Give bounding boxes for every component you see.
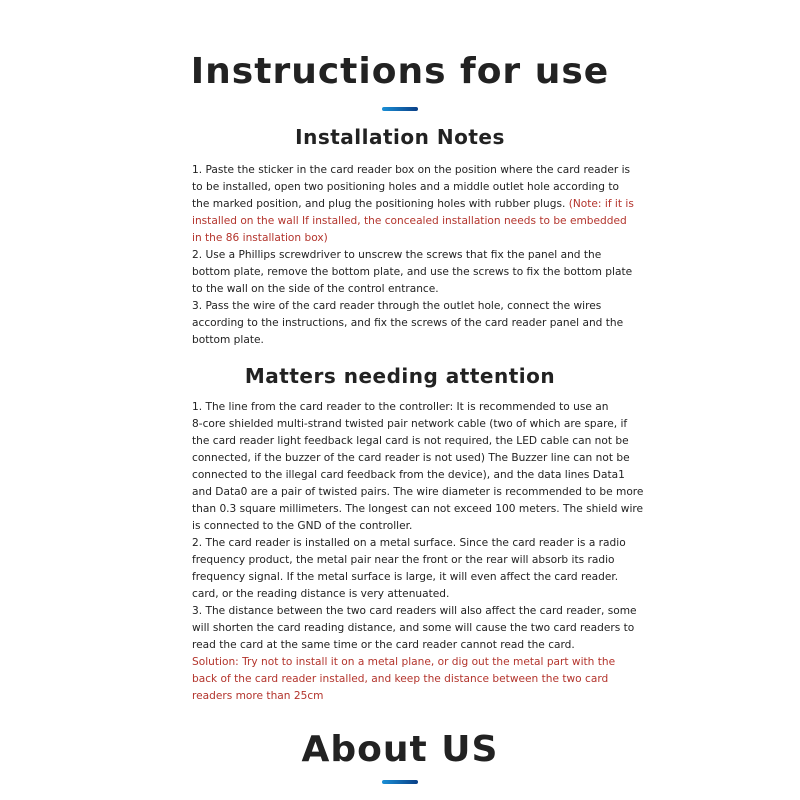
text-line-content: installed on the wall If installed, the concealed installation needs to be embedded <box>192 215 627 227</box>
text-line-content: connected to the illegal card feedback from the device), and the data lines Data1 <box>192 469 625 481</box>
text-line-content: the card reader light feedback legal card is not required, the LED cable can not be <box>192 435 629 447</box>
installation-notes-body <box>192 162 634 349</box>
text-line-content: in the 86 installation box) <box>192 232 328 244</box>
text-line <box>192 603 637 620</box>
text-line <box>192 213 627 230</box>
text-line-content: connected, if the buzzer of the card reader is not used) The Buzzer line can not be <box>192 452 630 464</box>
text-line-content: 3. Pass the wire of the card reader through the outlet hole, connect the wires <box>192 300 602 312</box>
title-divider <box>382 107 418 111</box>
text-line <box>192 433 629 450</box>
text-line-content: Solution: Try not to install it on a metal plane, or dig out the metal part with the <box>192 656 616 668</box>
text-line-content: bottom plate, remove the bottom plate, and use the screws to fix the bottom plate <box>192 266 633 278</box>
text-line-content: the marked position, and plug the positioning holes with rubber plugs. <box>192 198 566 210</box>
text-line <box>192 162 631 179</box>
text-line <box>192 620 635 637</box>
text-line-content: 8-core shielded multi-strand twisted pair network cable (two of which are spare, if <box>192 418 628 430</box>
text-line <box>192 281 622 298</box>
text-line <box>192 569 622 586</box>
text-line-content: according to the instructions, and fix the screws of the card reader panel and the <box>192 317 624 329</box>
text-line <box>192 552 622 569</box>
about-us-heading: About US <box>301 729 499 770</box>
text-line <box>192 654 622 671</box>
text-line <box>192 196 634 213</box>
text-line-content: and Data0 are a pair of twisted pairs. The wire diameter is recommended to be more <box>192 486 644 498</box>
matters-needing-attention-heading: Matters needing attention <box>244 364 556 388</box>
text-line-content: read the card at the same time or the card reader cannot read the card. <box>192 639 575 651</box>
text-line <box>192 230 622 247</box>
text-line <box>192 637 622 654</box>
note-text: (Note: if it is <box>565 198 634 210</box>
text-line <box>192 298 622 315</box>
text-line <box>192 399 622 416</box>
text-line-content: is connected to the GND of the controller. <box>192 520 413 532</box>
text-line <box>192 179 622 196</box>
text-line-content: will shorten the card reading distance, and some will cause the two card readers to <box>192 622 635 634</box>
text-line <box>192 518 622 535</box>
matters-needing-attention-body <box>192 399 644 705</box>
text-line-content: 1. The line from the card reader to the controller: It is recommended to use an <box>192 401 609 413</box>
text-line-content: frequency signal. If the metal surface is large, it will even affect the card reader. <box>192 571 619 583</box>
text-line-content: 1. Paste the sticker in the card reader box on the position where the card reader is <box>192 164 631 176</box>
text-line <box>192 688 622 705</box>
text-line-content: readers more than 25cm <box>192 690 324 702</box>
text-line-content: 2. Use a Phillips screwdriver to unscrew the screws that fix the panel and the <box>192 249 602 261</box>
text-line <box>192 586 622 603</box>
text-line <box>192 450 630 467</box>
text-line <box>192 501 644 518</box>
text-line <box>192 247 622 264</box>
text-line <box>192 484 644 501</box>
text-line-content: than 0.3 square millimeters. The longest can not exceed 100 meters. The shield wire <box>192 503 644 515</box>
text-line-content: 3. The distance between the two card readers will also affect the card reader, some <box>192 605 637 617</box>
page-title: Instructions for use <box>190 51 610 92</box>
text-line-content: to the wall on the side of the control entrance. <box>192 283 439 295</box>
text-line-content: card, or the reading distance is very attenuated. <box>192 588 450 600</box>
text-line-content: 2. The card reader is installed on a metal surface. Since the card reader is a radio <box>192 537 626 549</box>
text-line <box>192 467 625 484</box>
text-line <box>192 416 628 433</box>
text-line <box>192 264 633 281</box>
installation-notes-heading: Installation Notes <box>295 125 505 149</box>
text-line <box>192 535 626 552</box>
text-line-content: frequency product, the metal pair near the front or the rear will absorb its radio <box>192 554 615 566</box>
text-line <box>192 671 622 688</box>
text-line-content: to be installed, open two positioning holes and a middle outlet hole according to <box>192 181 619 193</box>
text-line-content: bottom plate. <box>192 334 264 346</box>
text-line <box>192 315 622 332</box>
text-line <box>192 332 622 349</box>
about-divider <box>382 780 418 784</box>
text-line-content: back of the card reader installed, and keep the distance between the two card <box>192 673 609 685</box>
